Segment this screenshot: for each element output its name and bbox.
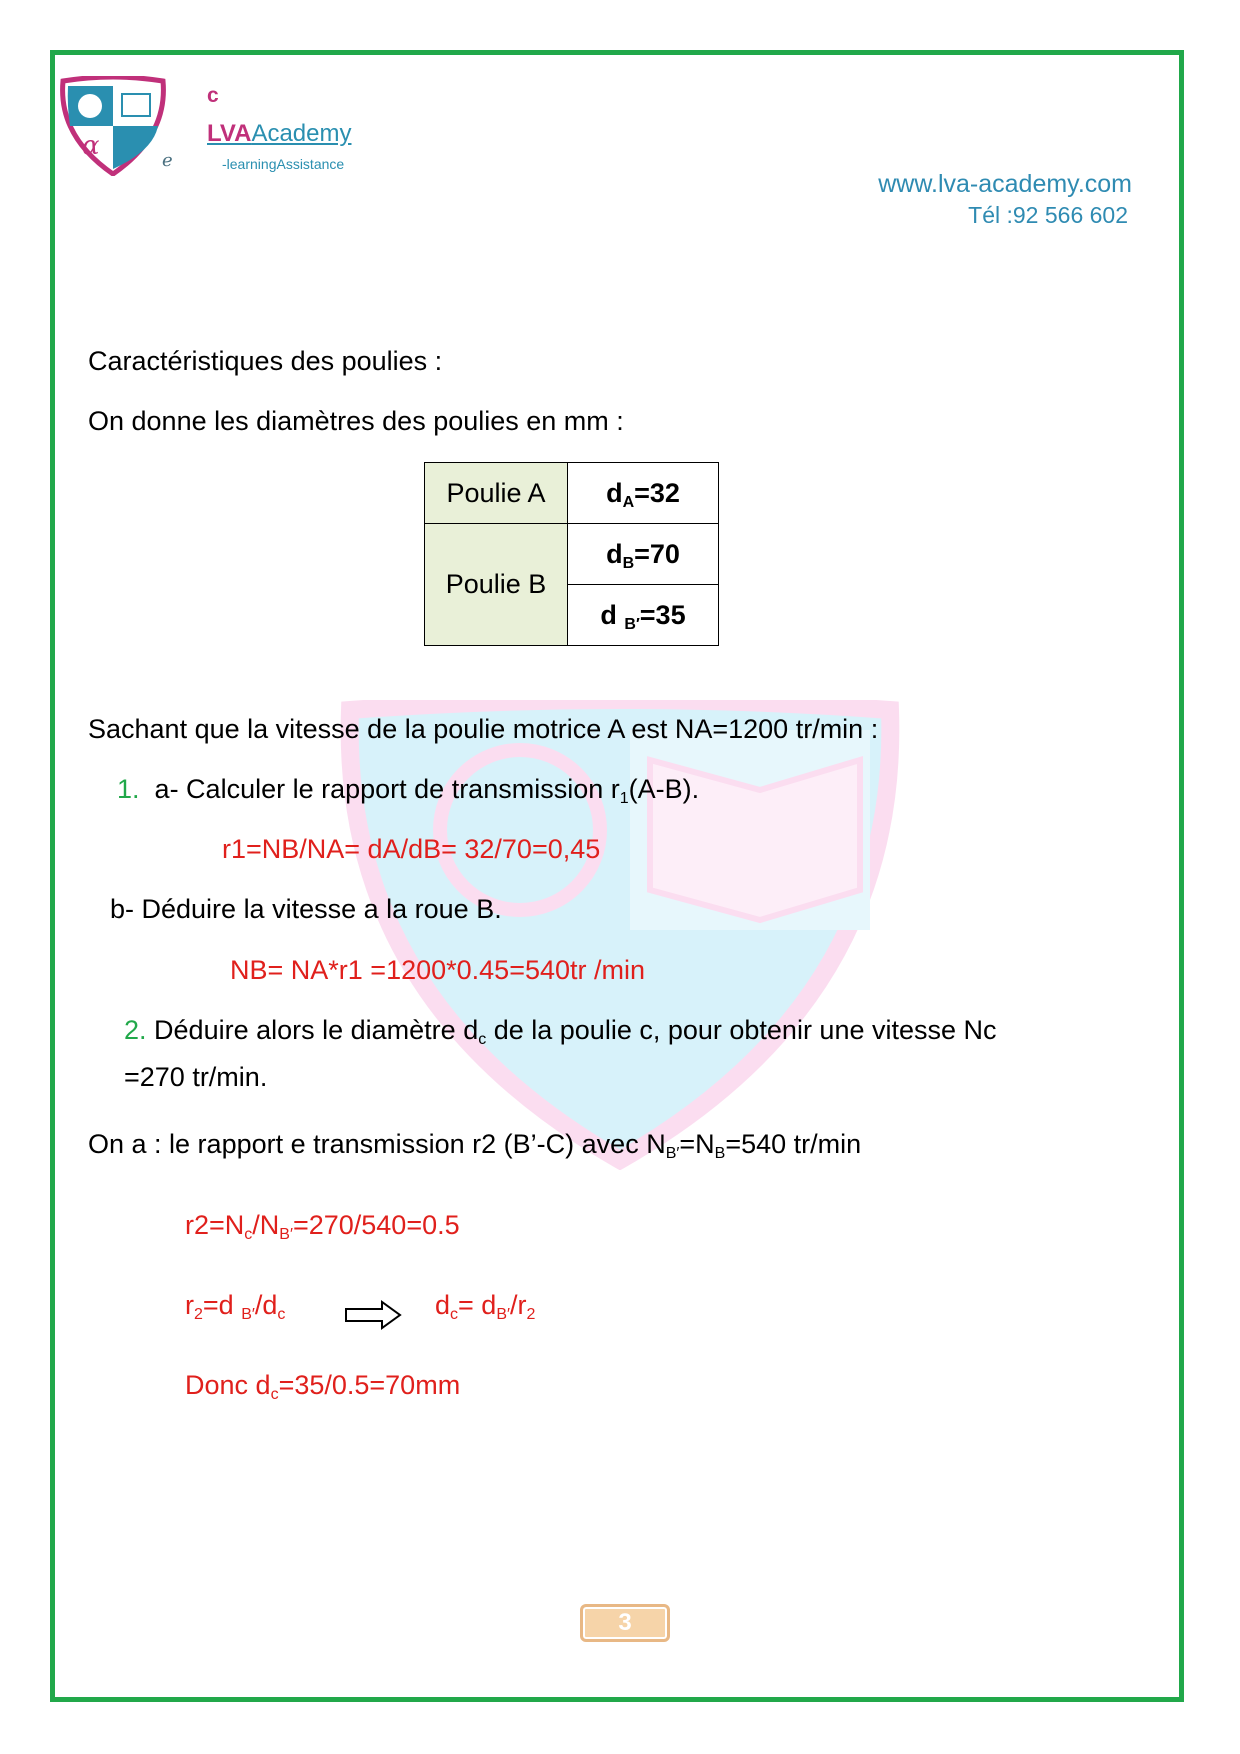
q2-number: 2. — [124, 1015, 147, 1045]
equation-r2: $r2=N_c/N_{B'}=270/540=0.5$ — [185, 1210, 460, 1243]
on-a-line: On a : le rapport e transmission r2 (B’-C) avec $N_{B'}=N_B=540$ tr/min — [88, 1129, 862, 1162]
poulie-a-label: Poulie A — [425, 463, 568, 524]
intro-line: On donne les diamètres des poulies en mm : — [88, 406, 624, 436]
heading-caracteristiques: Caractéristiques des poulies : — [88, 346, 443, 376]
page-number: 3 — [580, 1604, 670, 1642]
question-2: 2. Déduire alors le diamètre $d_c$ de la poulie c, pour obtenir une vitesse Nc — [124, 1015, 997, 1048]
implies-arrow-icon — [344, 1300, 402, 1330]
equation-dc: $d_c= d_{B'}/r_2$ — [435, 1290, 536, 1323]
question-1b: b- Déduire la vitesse a la roue B. — [110, 894, 502, 924]
lva-academy-logo-icon — [58, 76, 168, 176]
answer-1a: r1=NB/NA= dA/dB= 32/70=0,45 — [222, 834, 601, 864]
sachant-line: Sachant que la vitesse de la poulie motrice A est NA=1200 tr/min : — [88, 714, 879, 744]
brand-name — [207, 120, 351, 148]
website-link[interactable]: www.lva-academy.com — [878, 170, 1132, 198]
poulie-b-label: Poulie B — [425, 524, 568, 646]
db-value: $d_B=70$ — [568, 524, 719, 585]
answer-1b: NB= NA*r1 =1200*0.45=540tr /min — [230, 955, 646, 985]
equation-donc: Donc $d_c=35/0.5=70mm$ — [185, 1370, 461, 1403]
brand-subtitle: -learningAssistance — [222, 156, 345, 172]
watermark-shield-icon — [340, 700, 900, 1170]
da-value: $d_A=32$ — [568, 463, 719, 524]
question-1: 1. a- Calculer le rapport de transmission $r_1(A-B)$. — [117, 774, 700, 807]
equation-r2-ratio: $r_2=d$ $_{B'}/d_c$ — [185, 1290, 286, 1323]
brand-e: e — [162, 150, 173, 171]
q1-number: 1. — [117, 774, 140, 804]
brand-c: c — [207, 84, 219, 107]
table-row — [425, 463, 719, 524]
db-prime-value: d $_{B'}$=35 — [568, 585, 719, 646]
brand-academy: Academy — [251, 120, 352, 147]
pulley-table — [424, 462, 719, 646]
question-2-line2: =270 tr/min. — [124, 1062, 268, 1092]
phone-number: Tél :92 566 602 — [968, 202, 1128, 228]
brand-lva: LVA — [207, 120, 252, 147]
table-row — [425, 524, 719, 585]
svg-text:α: α — [82, 131, 100, 161]
